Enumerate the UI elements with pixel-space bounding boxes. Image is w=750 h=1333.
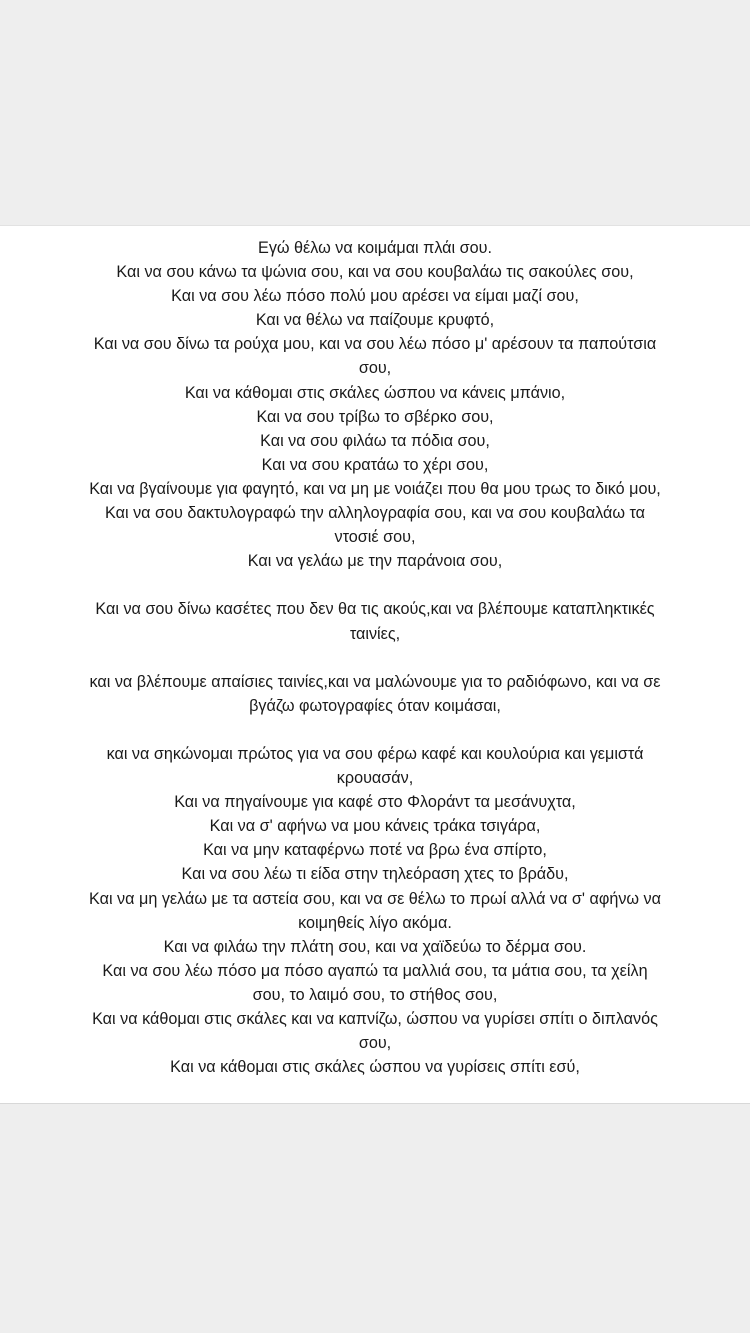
bottom-blank-area (0, 1104, 750, 1333)
poem-line: Και να κάθομαι στις σκάλες ώσπου να κάνεις μπάνιο, (184, 383, 566, 402)
poem-line: Και να σου λέω πόσο πολύ μου αρέσει να είμαι μαζί σου, (171, 287, 579, 306)
poem-line: Και να σου λέω τι είδα στην τηλεόραση χτες το βράδυ, (181, 865, 569, 884)
poem-line: Και να σου δακτυλογραφώ την αλληλογραφία σου, και να σου κουβαλάω τα ντοσιέ σου, (105, 504, 645, 547)
document-page (0, 225, 750, 1104)
poem-line: Και να σου δίνω κασέτες που δεν θα τις ακούς,και να βλέπουμε καταπληκτικές ταινίες, (95, 600, 655, 643)
stanza-break (88, 646, 662, 670)
top-blank-area (0, 0, 750, 225)
poem-line: Και να θέλω να παίζουμε κρυφτό, (255, 311, 495, 330)
poem-line: Και να βγαίνουμε για φαγητό, και να μη με νοιάζει που θα μου τρως το δικό μου, (89, 479, 661, 498)
stanza-break (88, 718, 662, 742)
poem-line: και να σηκώνομαι πρώτος για να σου φέρω καφέ και κουλούρια και γεμιστά κρουασάν, (106, 744, 644, 788)
poem-line: και να βλέπουμε απαίσιες ταινίες,και να μαλώνουμε για το ραδιόφωνο, και να σε βγάζω φωτογραφίες όταν κοιμάσαι, (89, 672, 661, 715)
poem-line: Και να κάθομαι στις σκάλες και να καπνίζω, ώσπου να γυρίσει σπίτι ο διπλανός σου, (92, 1010, 658, 1053)
poem-line: Και να σου τρίβω το σβέρκο σου, (256, 407, 494, 426)
poem-line: Και να σου φιλάω τα πόδια σου, (260, 431, 490, 450)
poem-line: Εγώ θέλω να κοιμάμαι πλάι σου. (258, 239, 492, 257)
poem-line: Και να φιλάω την πλάτη σου, και να χαϊδεύω το δέρμα σου. (163, 937, 587, 956)
poem-line: Και να σου κρατάω το χέρι σου, (261, 455, 489, 474)
poem-line: Και να σου δίνω τα ρούχα μου, και να σου λέω πόσο μ' αρέσουν τα παπούτσια σου, (93, 335, 657, 378)
poem-line: Και να γελάω με την παράνοια σου, (247, 552, 503, 571)
poem-line: Και να σ' αφήνω να μου κάνεις τράκα τσιγάρα, (209, 817, 541, 836)
poem-line: Και να πηγαίνουμε για καφέ στο Φλοράντ τα μεσάνυχτα, (174, 793, 576, 812)
poem-line: Και να κάθομαι στις σκάλες ώσπου να γυρίσεις σπίτι εσύ, (170, 1058, 580, 1077)
poem-line: Και να μη γελάω με τα αστεία σου, και να σε θέλω το πρωί αλλά να σ' αφήνω να κοιμηθείς λίγο ακόμα. (89, 889, 661, 932)
poem-text (88, 236, 662, 1079)
poem-line: Και να σου κάνω τα ψώνια σου, και να σου κουβαλάω τις σακούλες σου, (116, 263, 634, 282)
poem-line: Και να σου λέω πόσο μα πόσο αγαπώ τα μαλλιά σου, τα μάτια σου, τα χείλη σου, το λαιμό σου, το στήθος σου, (102, 961, 648, 1004)
stanza-break (88, 573, 662, 597)
poem-line: Και να μην καταφέρνω ποτέ να βρω ένα σπίρτο, (203, 841, 547, 860)
